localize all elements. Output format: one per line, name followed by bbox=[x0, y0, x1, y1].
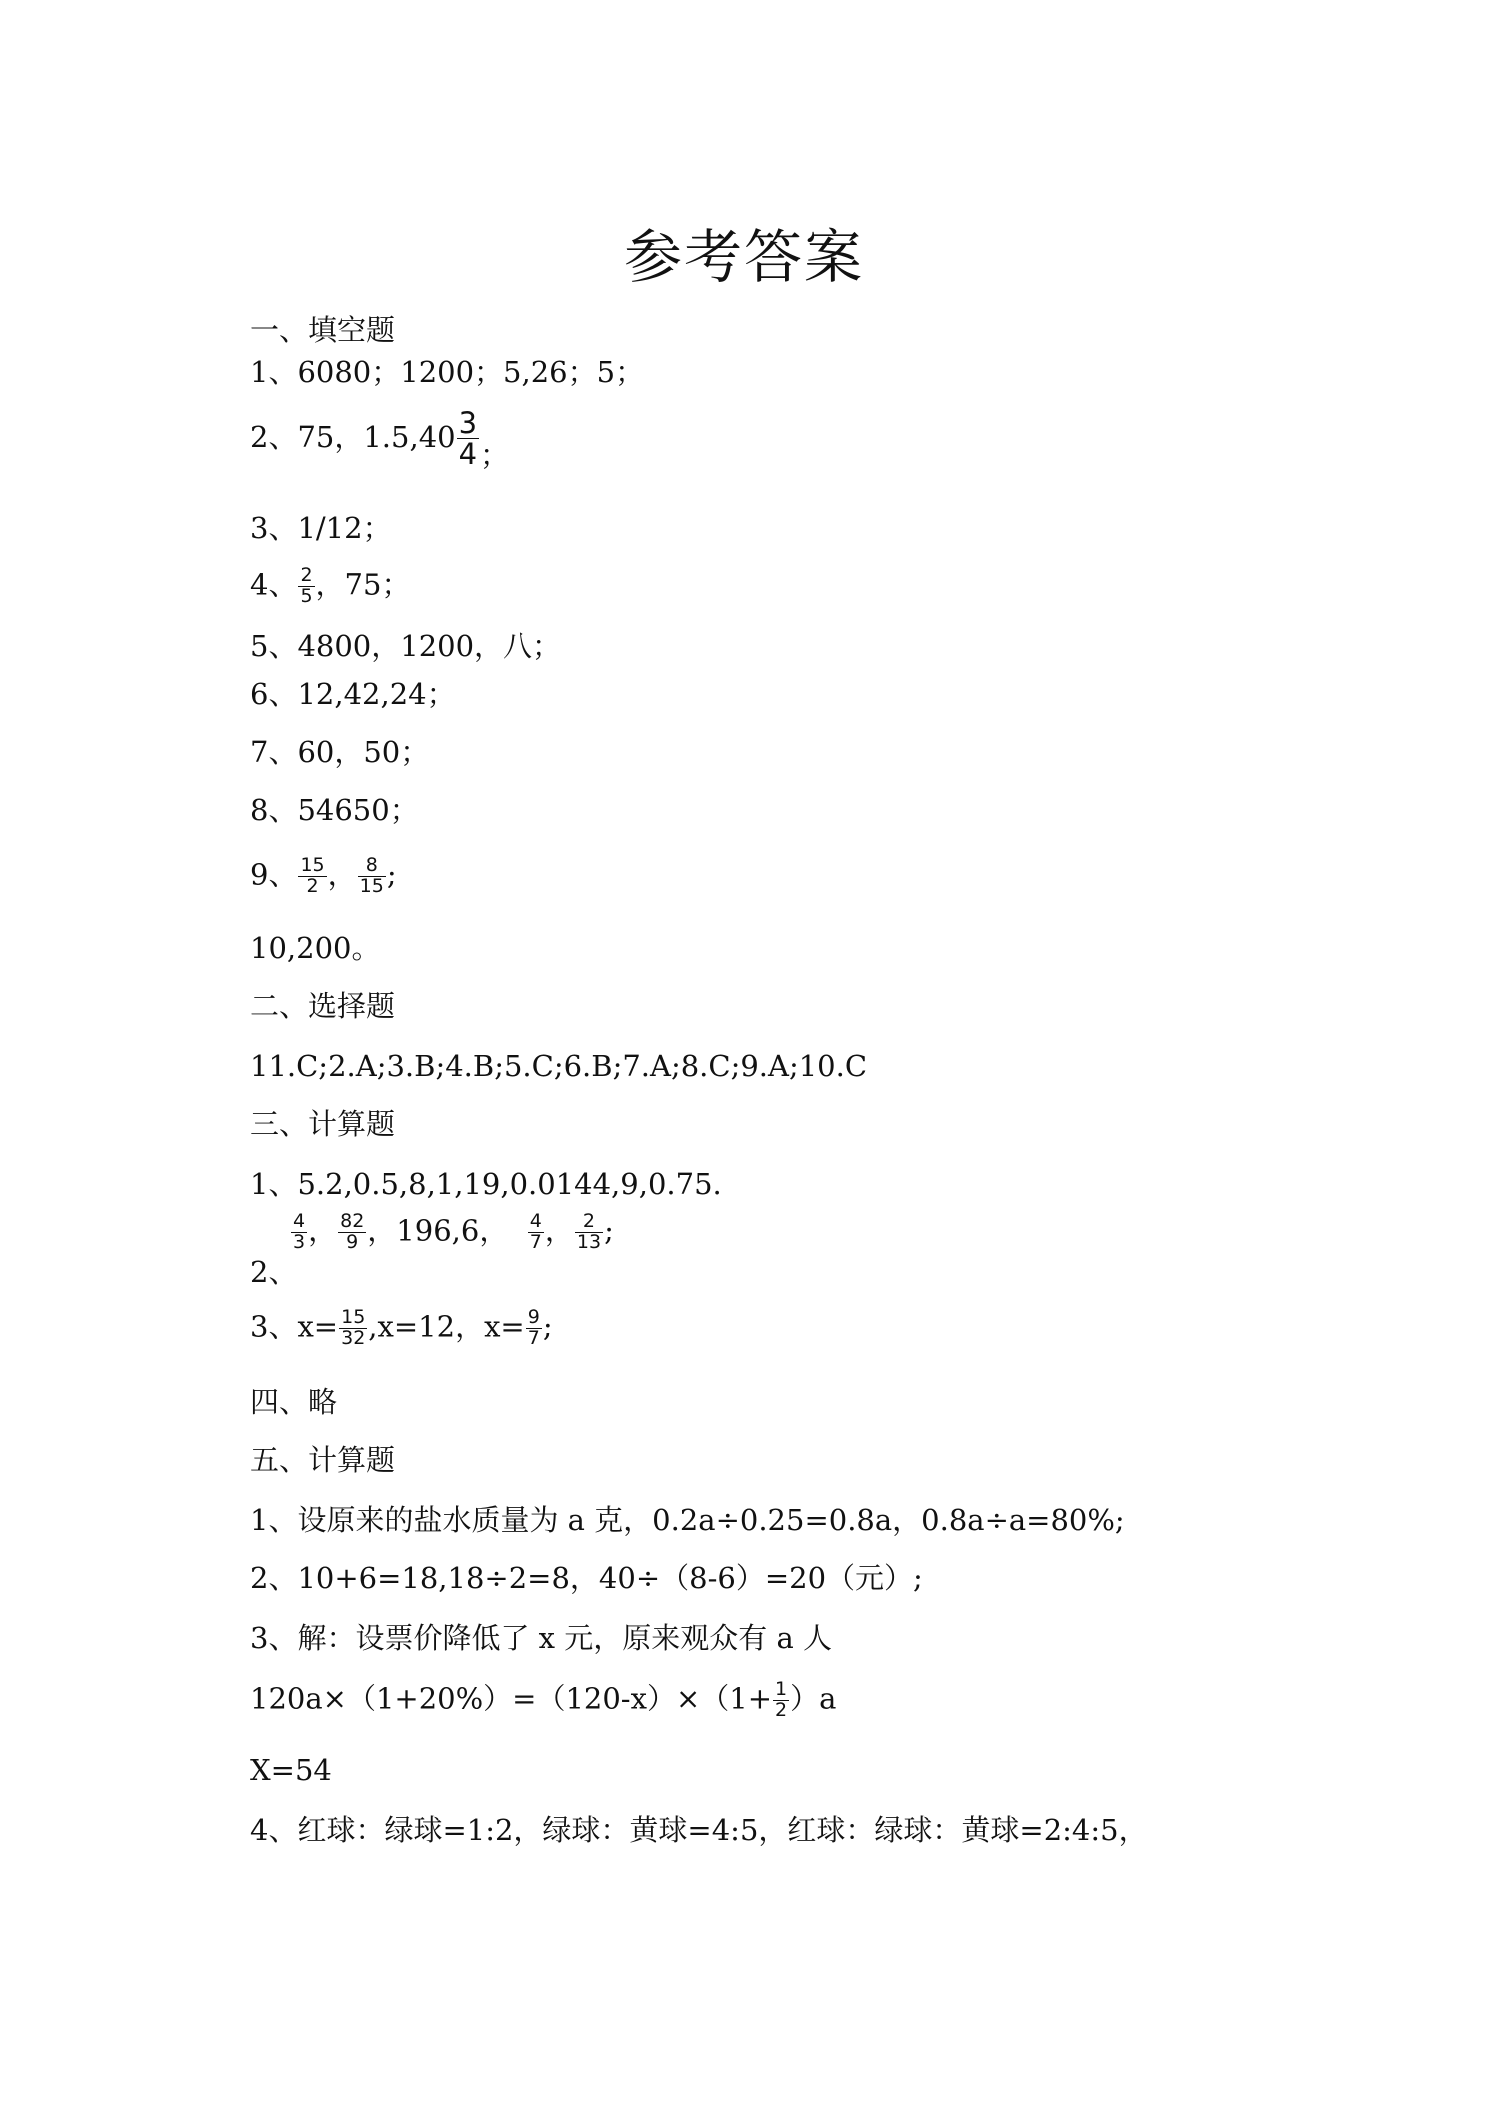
answer-line: 2、10+6=18,18÷2=8，40÷（8-6）=20（元）; bbox=[250, 1561, 923, 1595]
fraction-denominator: 4 bbox=[458, 437, 478, 472]
answer-line: 3、1/12； bbox=[250, 511, 392, 545]
fraction-denominator: 32 bbox=[341, 1326, 366, 1349]
fraction bbox=[298, 566, 314, 607]
answer-line bbox=[250, 408, 509, 470]
fraction-numerator: 4 bbox=[529, 1210, 542, 1232]
answer-line: X=54 bbox=[250, 1753, 332, 1787]
section-heading-calculation: 三、计算题 bbox=[250, 1107, 396, 1141]
section-heading-choice: 二、选择题 bbox=[250, 989, 396, 1023]
fraction bbox=[575, 1212, 603, 1253]
fraction-numerator: 3 bbox=[458, 406, 478, 440]
fraction bbox=[339, 1308, 367, 1349]
fraction bbox=[773, 1680, 789, 1721]
answer-line bbox=[250, 1680, 836, 1721]
answer-text: ,x=12，x= bbox=[368, 1309, 525, 1344]
answer-line: 1、6080；1200；5,26；5； bbox=[250, 355, 645, 389]
section-heading-fill-in: 一、填空题 bbox=[250, 313, 396, 347]
answer-text: 3、x= bbox=[250, 1309, 339, 1344]
answer-text: ， bbox=[308, 1213, 338, 1248]
answer-text: ）a bbox=[790, 1681, 837, 1716]
fraction-denominator: 2 bbox=[775, 1698, 788, 1721]
answer-line: 4、红球：绿球=1:2，绿球：黄球=4:5，红球：绿球：黄球=2:4:5， bbox=[250, 1813, 1148, 1847]
fraction bbox=[338, 1212, 366, 1253]
answer-line bbox=[250, 566, 410, 607]
answer-line: 11.C;2.A;3.B;4.B;5.C;6.B;7.A;8.C;9.A;10.C bbox=[250, 1049, 868, 1083]
page-title: 参考答案 bbox=[623, 223, 864, 291]
answer-line: 7、60，50； bbox=[250, 735, 430, 769]
fraction-numerator: 2 bbox=[575, 1212, 603, 1233]
answer-line bbox=[250, 856, 397, 897]
answer-line: 8、54650； bbox=[250, 793, 419, 827]
answer-text: ， bbox=[327, 857, 357, 892]
fraction bbox=[526, 1308, 542, 1349]
fraction-numerator: 1 bbox=[775, 1678, 788, 1700]
answer-text: 9、 bbox=[250, 857, 298, 892]
fraction-numerator: 2 bbox=[300, 564, 313, 586]
fraction-numerator: 15 bbox=[341, 1306, 366, 1328]
answer-text: ，196,6， bbox=[367, 1213, 509, 1248]
answer-text: 2、75，1.5,40 bbox=[250, 419, 456, 454]
fraction bbox=[291, 1212, 307, 1253]
answer-line-prefix: 2、 bbox=[250, 1255, 298, 1289]
fraction-denominator: 15 bbox=[359, 874, 384, 897]
fraction-denominator: 7 bbox=[529, 1230, 542, 1253]
answer-line: 1、5.2,0.5,8,1,19,0.0144,9,0.75. bbox=[250, 1167, 722, 1201]
answer-text: ; bbox=[386, 857, 397, 892]
answer-line bbox=[290, 1212, 614, 1253]
fraction-denominator: 9 bbox=[346, 1230, 359, 1253]
answer-line: 1、设原来的盐水质量为 a 克，0.2a÷0.25=0.8a，0.8a÷a=80%; bbox=[250, 1503, 1125, 1537]
fraction-denominator: 5 bbox=[300, 584, 313, 607]
answer-text: ; bbox=[542, 1309, 553, 1344]
fraction-numerator: 15 bbox=[300, 854, 325, 876]
fraction-numerator: 4 bbox=[293, 1210, 306, 1232]
answer-line: 10,200。 bbox=[250, 931, 381, 965]
answer-text: ； bbox=[480, 437, 510, 472]
answer-text: ， bbox=[544, 1213, 574, 1248]
fraction bbox=[457, 408, 479, 470]
fraction-numerator: 9 bbox=[527, 1306, 540, 1328]
fraction-numerator: 82 bbox=[340, 1210, 365, 1232]
answer-text: ，75； bbox=[315, 567, 411, 602]
answer-text: 4、 bbox=[250, 567, 298, 602]
fraction-denominator: 3 bbox=[293, 1230, 306, 1253]
answer-line: 3、解：设票价降低了 x 元，原来观众有 a 人 bbox=[250, 1621, 832, 1655]
answer-text: 120a×（1+20%）=（120-x）×（1+ bbox=[250, 1681, 773, 1716]
answer-line: 5、4800，1200，八； bbox=[250, 629, 562, 663]
answer-text: ; bbox=[604, 1213, 614, 1248]
fraction-denominator: 13 bbox=[576, 1230, 602, 1253]
answer-line: 6、12,42,24； bbox=[250, 677, 456, 711]
answer-line bbox=[250, 1308, 553, 1349]
fraction-denominator: 7 bbox=[527, 1326, 540, 1349]
fraction bbox=[298, 856, 326, 897]
fraction-denominator: 2 bbox=[306, 874, 319, 897]
section-heading-application: 五、计算题 bbox=[250, 1443, 396, 1477]
section-heading-omitted: 四、略 bbox=[250, 1385, 338, 1419]
fraction-numerator: 8 bbox=[358, 856, 386, 877]
fraction bbox=[358, 856, 386, 897]
fraction bbox=[528, 1212, 544, 1253]
